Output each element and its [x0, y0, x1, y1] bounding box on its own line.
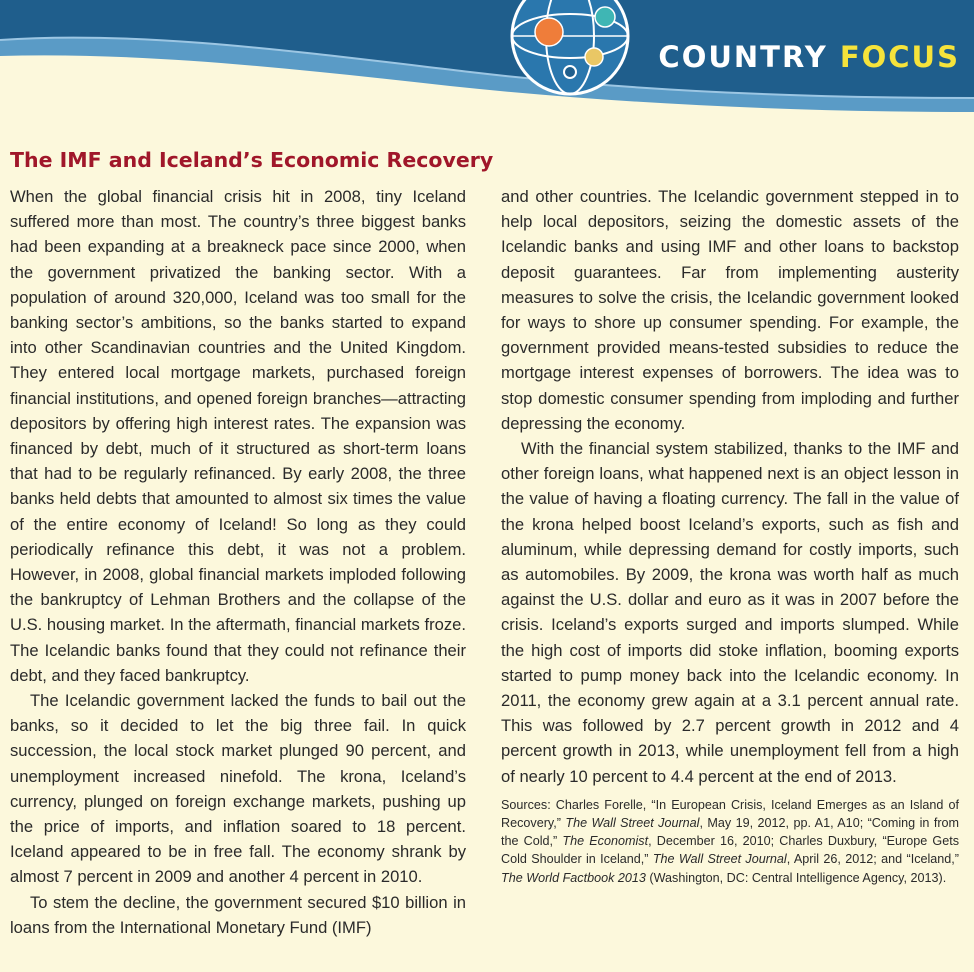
source-title: The Wall Street Journal [652, 852, 787, 867]
source-title: The Economist [562, 834, 649, 849]
article-heading: The IMF and Iceland’s Economic Recovery [10, 148, 494, 172]
source-title: The World Factbook 2013 [501, 870, 646, 885]
source-title: The Wall Street Journal [565, 816, 700, 831]
sources-text: , April 26, 2012; and “Iceland,” [786, 852, 959, 867]
article-column-right [501, 184, 959, 887]
sources-note [501, 796, 959, 887]
section-label-focus: FOCUS [839, 40, 960, 74]
paragraph-4: and other countries. The Icelandic government stepped in to help local depositors, seizing the domestic assets of the Icelandic banks and using IMF and other loans to backstop deposit guarantees. Far from implementing austerity measures to solve the crisis, the Icelandic government looked for ways to shore up consumer spending. For example, the government provided means-tested subsidies to reduce the mortgage interest expenses of borrowers. The idea was to stop domestic consumer spending from imploding and further depressing the economy. [501, 187, 959, 433]
section-label [658, 40, 960, 74]
paragraph-1: When the global financial crisis hit in 2008, tiny Iceland suffered more than most. The country’s three biggest banks had been expanding at a breakneck pace since 2000, when the government privatized the banking sector. With a population of around 320,000, Iceland was too small for the banking sector’s ambitions, so the banks started to expand into other Scandinavian countries and the United Kingdom. They entered local mortgage markets, purchased foreign financial institutions, and opened foreign branches—attracting depositors by offering high interest rates. The expansion was financed by debt, much of it structured as short-term loans that had to be regularly refinanced. By early 2008, the three banks held debts that amounted to almost six times the value of the entire economy of Iceland! So long as they could periodically refinance this debt, it was not a problem. However, in 2008, global financial markets imploded following the bankruptcy of Lehman Brothers and the collapse of the U.S. housing market. In the aftermath, financial markets froze. The Icelandic banks found that they could not refinance their debt, and they faced bankruptcy. [10, 187, 466, 685]
paragraph-5: With the financial system stabilized, thanks to the IMF and other foreign loans, what happened next is an object lesson in the value of having a floating currency. The fall in the value of the krona helped boost Iceland’s exports, such as fish and aluminum, while depressing demand for costly imports, such as automobiles. By 2009, the krona was worth half as much against the U.S. dollar and euro as it was in 2007 before the crisis. Iceland’s exports surged and imports slumped. While the high cost of imports did stoke inflation, booming exports started to pump money back into the Icelandic economy. In 2011, the economy grew again at a 3.1 percent annual rate. This was followed by 2.7 percent growth in 2012 and 4 percent growth in 2013, while unemployment fell from a high of nearly 10 percent to 4.4 percent at the end of 2013. [501, 439, 959, 786]
sources-text: Sources: Charles Forelle, “In European Crisis, Iceland Emerges as an Island of Recovery,” [501, 797, 959, 831]
paragraph-2: The Icelandic government lacked the funds to bail out the banks, so it decided to let the big three fail. In quick succession, the local stock market plunged 90 percent, and unemployment increased ninefold. The krona, Iceland’s currency, plunged on foreign exchange markets, pushing up the price of imports, and inflation soared to 18 percent. Iceland appeared to be in free fall. The economy shrank by almost 7 percent in 2009 and another 4 percent in 2010. [10, 691, 466, 887]
sources-text: (Washington, DC: Central Intelligence Agency, 2013). [649, 870, 947, 885]
article-column-left [10, 184, 466, 940]
sources-text: , December 16, 2010; Charles Duxbury, “Europe Gets Cold Shoulder in Iceland,” [501, 834, 960, 867]
section-label-country: COUNTRY [658, 40, 828, 74]
paragraph-3: To stem the decline, the government secured $10 billion in loans from the International Monetary Fund (IMF) [10, 892, 466, 937]
sources-text: , May 19, 2012, pp. A1, A10; “Coming in from the Cold,” [501, 816, 960, 849]
